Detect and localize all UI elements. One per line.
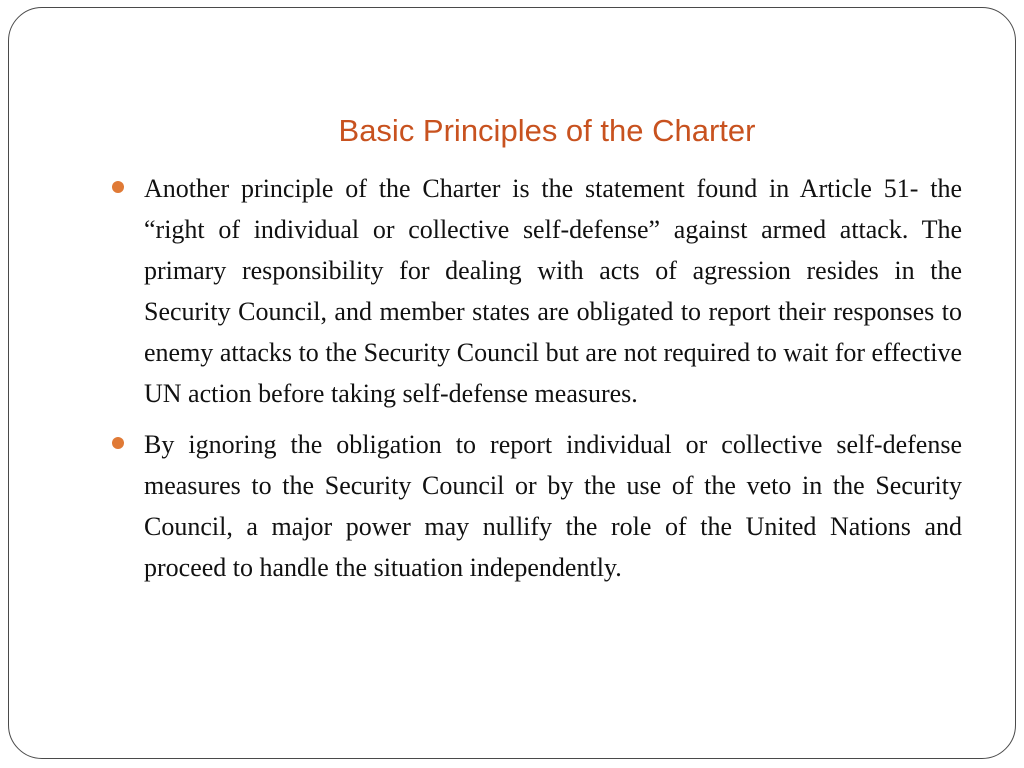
bullet-text: By ignoring the obligation to report individual or collective self-defense measures to the Security Council or by the use of the veto in the Security Council, a major power may nullify the role of the United Nations and proceed to handle the situation independently.	[144, 430, 962, 582]
bullet-item	[110, 424, 962, 588]
bullet-dot-icon	[112, 181, 124, 193]
bullet-item	[110, 168, 962, 414]
slide-title: Basic Principles of the Charter	[338, 113, 756, 148]
bullet-dot-icon	[112, 437, 124, 449]
bullet-list	[110, 168, 962, 598]
bullet-text: Another principle of the Charter is the statement found in Article 51- the “right of individual or collective self-defense” against armed attack. The primary responsibility for dealing with acts of agression resides in the Security Council, and member states are obligated to report their responses to enemy attacks to the Security Council but are not required to wait for effective UN action before taking self-defense measures.	[144, 174, 962, 408]
